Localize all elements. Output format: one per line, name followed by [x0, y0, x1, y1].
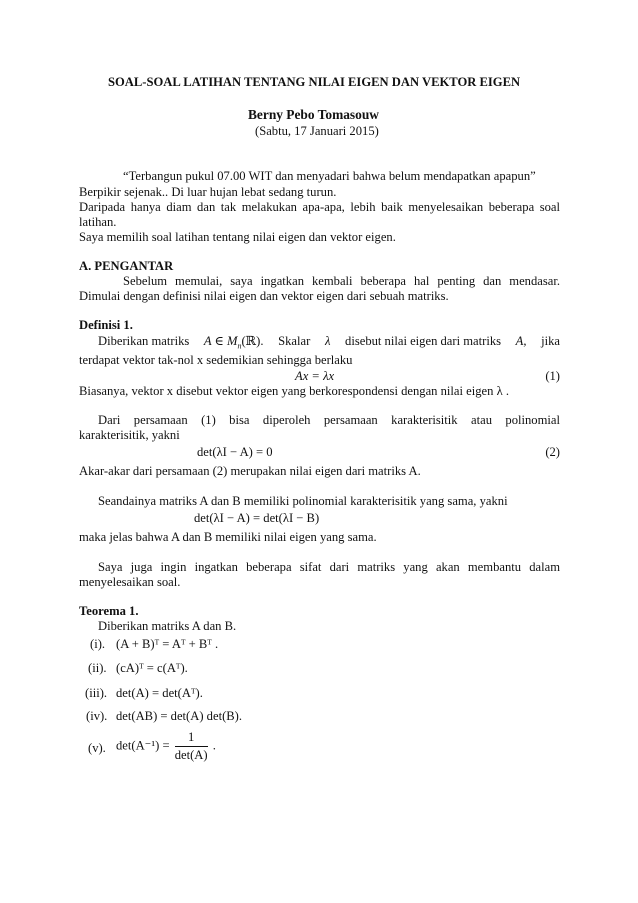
same-poly-line-1: Seandainya matriks A dan B memiliki polinomial karakterisitik yang sama, yakni	[98, 494, 508, 508]
definition-text-d: jika	[541, 334, 560, 348]
intro-line-4: Saya memilih soal latihan tentang nilai eigen dan vektor eigen.	[79, 230, 396, 244]
reminder-line-2: menyelesaikan soal.	[79, 575, 181, 589]
definition-line-3: Biasanya, vektor x disebut vektor eigen yang berkorespondensi dengan nilai eigen λ .	[79, 384, 509, 398]
theorem-item-expr: (cA)ᵀ = c(Aᵀ).	[116, 661, 188, 675]
theorem-heading: Teorema 1.	[79, 604, 139, 618]
fraction-denominator: det(A)	[174, 748, 208, 762]
char-poly-line-1: Dari persamaan (1) bisa diperoleh persamaan karakterisitik atau polinomial	[98, 413, 560, 427]
definition-text-c: disebut nilai eigen dari matriks	[345, 334, 502, 348]
theorem-item-label: (iii).	[85, 686, 108, 700]
definition-text-a: Diberikan matriks	[98, 334, 190, 348]
char-poly-line-3: Akar-akar dari persamaan (2) merupakan nilai eigen dari matriks A.	[79, 464, 421, 478]
theorem-item-expr: det(AB) = det(A) det(B).	[116, 709, 243, 723]
theorem-item-label: (i).	[90, 637, 106, 651]
definition-text-b: Skalar	[278, 334, 311, 348]
reminder-line-1: Saya juga ingin ingatkan beberapa sifat dari matriks yang akan membantu dalam	[98, 560, 560, 574]
equation-2-number: (2)	[545, 445, 560, 459]
opening-quote: “Terbangun pukul 07.00 WIT dan menyadari bahwa belum mendapatkan apapun”	[123, 169, 536, 183]
intro-line-2: Daripada hanya diam dan tak melakukan apa-apa, lebih baik menyelesaikan beberapa soal	[79, 200, 560, 214]
author-name: Berny Pebo Tomasouw	[248, 107, 379, 122]
section-a-heading: A. PENGANTAR	[79, 259, 174, 273]
section-a-line-1: Sebelum memulai, saya ingatkan kembali beberapa hal penting dan mendasar.	[123, 274, 560, 288]
definition-matrix-set: A ∈ $M_n(ℝ)$.	[203, 334, 264, 351]
definition-matrix-a: A,	[515, 334, 527, 348]
intro-line-3: latihan.	[79, 215, 117, 229]
theorem-item-expr: det(A) = det(Aᵀ).	[116, 686, 203, 700]
fraction-numerator: 1	[175, 730, 208, 747]
char-poly-line-2: karakterisitik, yakni	[79, 428, 180, 442]
section-a-line-2: Dimulai dengan definisi nilai eigen dan vektor eigen dari sebuah matriks.	[79, 289, 449, 303]
theorem-item-expr: (A + B)ᵀ = Aᵀ + Bᵀ .	[116, 637, 219, 651]
inverse-det-right: .	[212, 738, 216, 753]
equation-2: det(λI − A) = 0	[197, 445, 273, 459]
equation-1-number: (1)	[545, 369, 560, 383]
same-poly-equation: det(λI − A) = det(λI − B)	[194, 511, 320, 525]
inverse-det-fraction	[175, 730, 208, 763]
definition-heading: Definisi 1.	[79, 318, 133, 332]
theorem-item-label: (ii).	[88, 661, 107, 675]
document-title: SOAL-SOAL LATIHAN TENTANG NILAI EIGEN DAN VEKTOR EIGEN	[108, 75, 521, 89]
equation-1: Ax = λx	[295, 369, 335, 383]
definition-lambda: λ	[324, 334, 331, 348]
theorem-item-label: (iv).	[86, 709, 108, 723]
theorem-item-label: (v).	[88, 741, 106, 755]
same-poly-line-2: maka jelas bahwa A dan B memiliki nilai eigen yang sama.	[79, 530, 377, 544]
definition-line-2: terdapat vektor tak-nol x sedemikian sehingga berlaku	[79, 353, 353, 367]
inverse-det-left: det(A⁻¹) =	[116, 738, 170, 753]
document-date: (Sabtu, 17 Januari 2015)	[255, 124, 379, 138]
theorem-item-expr	[116, 730, 216, 763]
intro-line-1: Berpikir sejenak.. Di luar hujan lebat sedang turun.	[79, 185, 337, 199]
definition-line-1	[98, 334, 560, 354]
theorem-intro: Diberikan matriks A dan B.	[98, 619, 237, 633]
